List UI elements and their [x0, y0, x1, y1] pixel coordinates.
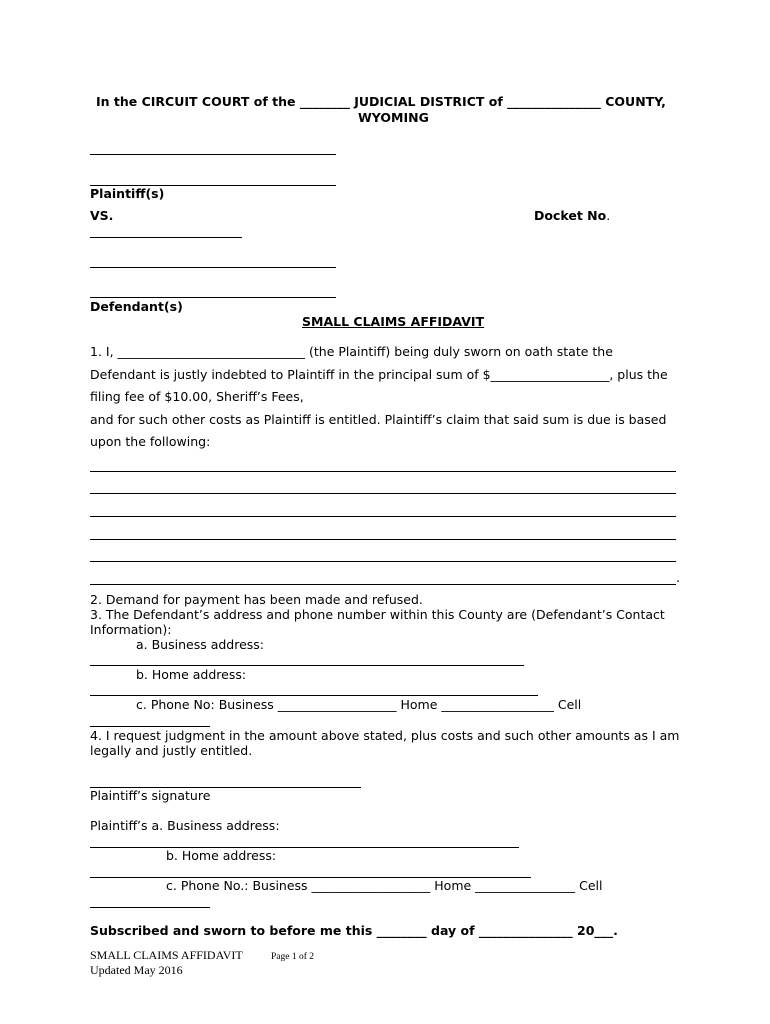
plaintiff-home-label: b. Home address:: [166, 848, 277, 863]
section1-line-3: filing fee of $10.00, Sheriff’s Fees,: [90, 389, 304, 404]
claim-basis-line-6[interactable]: [90, 584, 676, 585]
court-header-line-2: WYOMING: [358, 110, 429, 125]
oath-statement: Subscribed and sworn to before me this ________ day of _______________ 20___.: [90, 923, 618, 938]
defendant-phone-line: c. Phone No: Business ___________________ Home __________________ Cell: [136, 697, 582, 712]
defendant-business-label: a. Business address:: [136, 637, 265, 652]
plaintiff-label: Plaintiff(s): [90, 186, 165, 201]
defendant-cell-line[interactable]: [90, 726, 210, 727]
section3-line-1: 3. The Defendant’s address and phone number within this County are (Defendant’s Contact: [90, 607, 665, 622]
defendant-name-line-1[interactable]: [90, 237, 242, 238]
defendant-home-label: b. Home address:: [136, 667, 247, 682]
claim-basis-line-1[interactable]: [90, 471, 676, 472]
section1-line-1: 1. I, ______________________________ (the Plaintiff) being duly sworn on oath state the: [90, 344, 613, 359]
footer-page-number: Page 1 of 2: [271, 952, 315, 962]
footer-form-name: SMALL CLAIMS AFFIDAVIT: [90, 948, 243, 962]
section3-line-2: Information):: [90, 622, 172, 637]
claim-basis-period: .: [676, 570, 680, 585]
vs-label: VS.: [90, 208, 114, 223]
section4-line-2: legally and justly entitled.: [90, 743, 253, 758]
docket-label: Docket No: [534, 208, 607, 223]
plaintiff-business-address-line[interactable]: [90, 847, 519, 848]
section1-line-4: and for such other costs as Plaintiff is entitled. Plaintiff’s claim that said sum is due is based: [90, 412, 667, 427]
section1-line-5: upon the following:: [90, 434, 211, 449]
plaintiff-phone-line: c. Phone No.: Business ___________________ Home ________________ Cell: [166, 878, 603, 893]
section4-line-1: 4. I request judgment in the amount above stated, plus costs and such other amounts as I am: [90, 728, 680, 743]
defendant-name-line-3[interactable]: [90, 297, 336, 298]
defendant-business-address-line[interactable]: [90, 665, 524, 666]
claim-basis-line-5[interactable]: [90, 561, 676, 562]
defendant-label: Defendant(s): [90, 299, 183, 314]
docket-dot: .: [606, 208, 611, 223]
docket-number: [534, 208, 610, 223]
court-header-line-1: In the CIRCUIT COURT of the ________ JUDICIAL DISTRICT of _______________ COUNTY,: [96, 94, 666, 109]
section2-text: 2. Demand for payment has been made and refused.: [90, 592, 423, 607]
claim-basis-line-2[interactable]: [90, 493, 676, 494]
section1-line-2: Defendant is justly indebted to Plaintiff in the principal sum of $___________________, plus the: [90, 367, 668, 382]
plaintiff-cell-line[interactable]: [90, 907, 210, 908]
claim-basis-line-3[interactable]: [90, 516, 676, 517]
claim-basis-line-4[interactable]: [90, 539, 676, 540]
defendant-home-address-line[interactable]: [90, 695, 538, 696]
defendant-name-line-2[interactable]: [90, 267, 336, 268]
plaintiff-signature-label: Plaintiff’s signature: [90, 788, 211, 803]
footer-updated-date: Updated May 2016: [90, 963, 183, 977]
plaintiff-name-line-1[interactable]: [90, 154, 336, 155]
plaintiff-business-label: Plaintiff’s a. Business address:: [90, 818, 280, 833]
form-title: SMALL CLAIMS AFFIDAVIT: [302, 314, 485, 329]
